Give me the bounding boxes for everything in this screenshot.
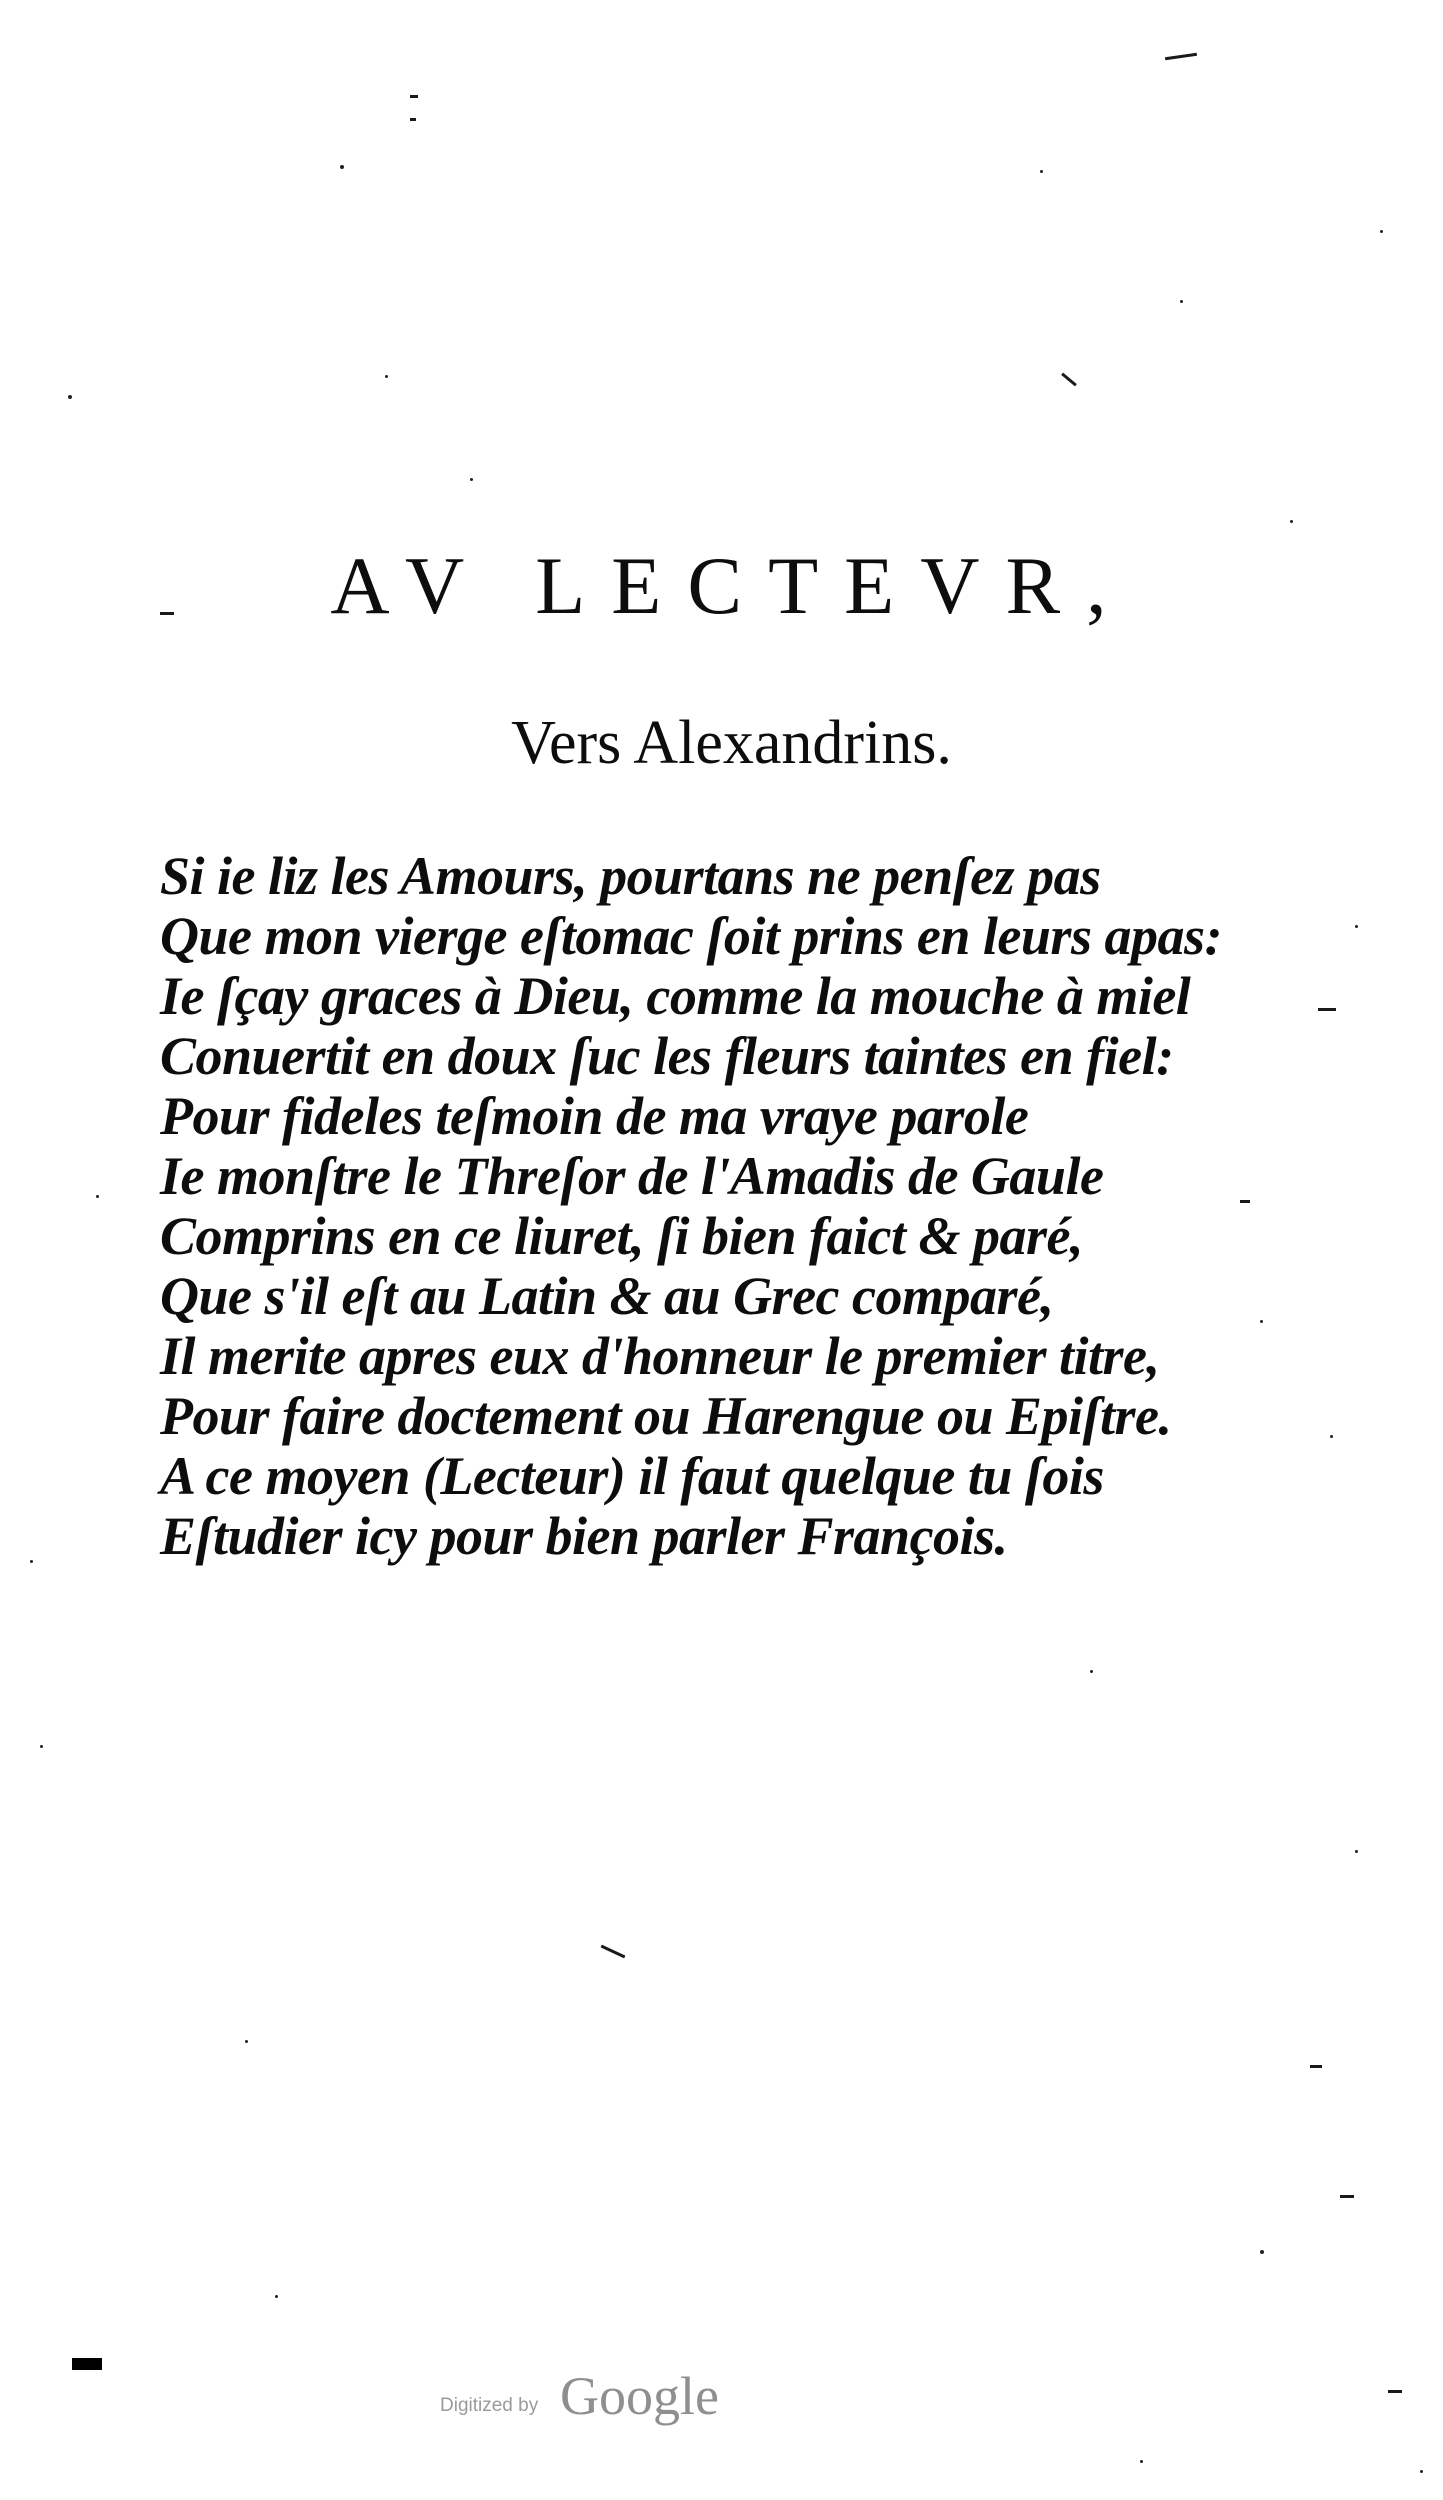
verse-line: Conuertit en doux ſuc les fleurs taintes en fiel: xyxy=(160,1026,1174,1086)
print-mark xyxy=(1340,2195,1354,2198)
ink-speck xyxy=(40,1745,43,1748)
ink-speck xyxy=(470,478,473,481)
watermark-prefix: Digitized by xyxy=(440,2395,539,2416)
verse-line: Si ie liz les Amours, pourtans ne penſez pas xyxy=(160,846,1101,906)
verse-line: A ce moyen (Lecteur) il faut quelque tu ſois xyxy=(160,1446,1104,1506)
ink-speck xyxy=(1355,925,1358,928)
page-subtitle: Vers Alexandrins. xyxy=(511,709,952,777)
print-mark xyxy=(410,95,418,98)
ink-speck xyxy=(1260,2250,1264,2254)
page-title: AV LECTEVR, xyxy=(330,540,1133,631)
print-mark xyxy=(1165,53,1197,60)
ink-speck xyxy=(1355,1850,1358,1853)
print-mark xyxy=(1388,2390,1402,2393)
verse-line: Eſtudier icy pour bien parler François. xyxy=(160,1506,1008,1566)
ink-speck xyxy=(385,375,388,378)
print-mark xyxy=(1061,373,1077,387)
ink-speck xyxy=(245,2040,248,2043)
print-mark xyxy=(601,1945,626,1959)
watermark-brand: Google xyxy=(560,2366,719,2426)
ink-speck xyxy=(275,2295,278,2298)
digitized-watermark xyxy=(440,2365,740,2425)
verse-line: Comprins en ce liuret, ſi bien faict & paré, xyxy=(160,1206,1083,1266)
print-mark xyxy=(1310,2065,1322,2068)
ink-speck xyxy=(340,165,344,169)
ink-blot xyxy=(72,2358,102,2370)
ink-speck xyxy=(68,395,72,399)
ink-speck xyxy=(1420,2470,1423,2473)
print-mark xyxy=(410,118,416,121)
ink-speck xyxy=(1140,2460,1143,2463)
verse-line: Il merite apres eux d'honneur le premier titre, xyxy=(160,1326,1160,1386)
verse-line: Ie monſtre le Threſor de l'Amadis de Gaule xyxy=(160,1146,1104,1206)
verse-line: Que s'il eſt au Latin & au Grec comparé, xyxy=(160,1266,1054,1326)
ink-speck xyxy=(1290,520,1293,523)
ink-speck xyxy=(1380,230,1383,233)
ink-speck xyxy=(1040,170,1043,173)
ink-speck xyxy=(96,1195,99,1198)
verse-line: Ie ſçay graces à Dieu, comme la mouche à miel xyxy=(160,966,1191,1026)
ink-speck xyxy=(1180,300,1183,303)
verse-line: Pour fideles teſmoin de ma vraye parole xyxy=(160,1086,1029,1146)
verse-block xyxy=(160,846,1340,1566)
verse-line: Pour faire doctement ou Harengue ou Epiſtre. xyxy=(160,1386,1172,1446)
verse-line: Que mon vierge eſtomac ſoit prins en leurs apas: xyxy=(160,906,1222,966)
ink-speck xyxy=(30,1560,33,1563)
ink-speck xyxy=(1090,1670,1093,1673)
